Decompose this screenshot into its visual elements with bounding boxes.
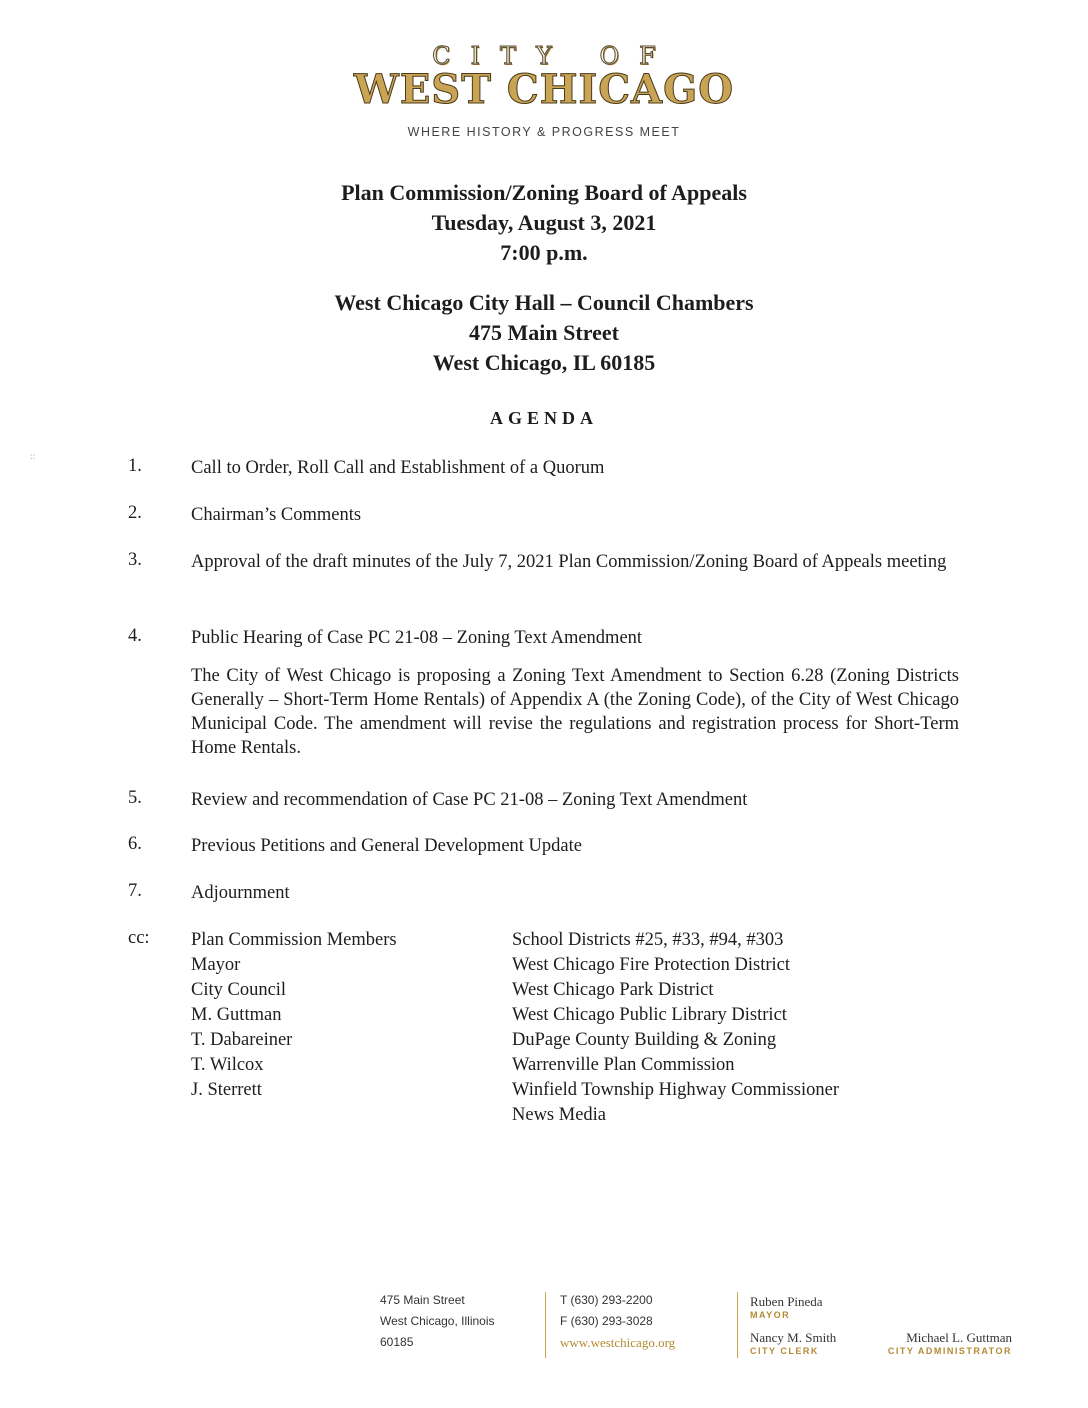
cc-recipient: West Chicago Fire Protection District <box>512 955 791 975</box>
agenda-item-number: 2. <box>128 503 142 523</box>
footer-fax: F (630) 293-3028 <box>560 1314 653 1328</box>
cc-recipient: West Chicago Public Library District <box>512 1005 787 1025</box>
footer-website[interactable]: www.westchicago.org <box>560 1335 676 1350</box>
agenda-item-text: Approval of the draft minutes of the July 7, 2021 Plan Commission/Zoning Board of Appeals meeting <box>191 552 947 572</box>
cc-list-left <box>191 928 397 1103</box>
cc-label: cc: <box>128 928 150 948</box>
logo-tagline: WHERE HISTORY & PROGRESS MEET <box>407 125 681 139</box>
footer-address-city: West Chicago, Illinois <box>380 1314 495 1328</box>
footer-mayor <box>750 1294 823 1320</box>
agenda-item-text: Review and recommendation of Case PC 21-08 – Zoning Text Amendment <box>191 790 748 810</box>
clerk-name: Nancy M. Smith <box>750 1330 837 1345</box>
cc-recipient: Plan Commission Members <box>191 930 397 950</box>
agenda-item-number: 6. <box>128 834 142 854</box>
location-city: West Chicago, IL 60185 <box>432 350 656 375</box>
agenda-item-number: 1. <box>128 456 142 476</box>
meeting-date: Tuesday, August 3, 2021 <box>431 210 657 235</box>
footer-administrator <box>870 1330 1012 1356</box>
meeting-body: Plan Commission/Zoning Board of Appeals <box>341 180 747 205</box>
agenda-item-number: 3. <box>128 550 142 570</box>
cc-recipient: Mayor <box>191 955 241 975</box>
agenda-item-text: Call to Order, Roll Call and Establishment of a Quorum <box>191 458 605 478</box>
footer-phone: T (630) 293-2200 <box>560 1293 653 1307</box>
meeting-time: 7:00 p.m. <box>500 240 588 265</box>
margin-marker-icon: :: <box>30 451 36 461</box>
agenda-item-text: Adjournment <box>191 883 290 903</box>
mayor-title: MAYOR <box>750 1310 791 1320</box>
cc-recipient: J. Sterrett <box>191 1080 262 1100</box>
location-street: 475 Main Street <box>469 320 619 345</box>
mayor-name: Ruben Pineda <box>750 1294 823 1309</box>
cc-recipient: M. Guttman <box>191 1005 282 1025</box>
city-logo <box>0 42 1088 139</box>
cc-recipient: School Districts #25, #33, #94, #303 <box>512 930 784 950</box>
agenda-item-text: Public Hearing of Case PC 21-08 – Zoning Text Amendment <box>191 628 643 648</box>
administrator-title: CITY ADMINISTRATOR <box>887 1346 1012 1356</box>
footer-clerk <box>750 1330 836 1356</box>
cc-list-right <box>512 928 839 1128</box>
agenda-item-number: 4. <box>128 626 142 646</box>
administrator-name: Michael L. Guttman <box>906 1330 1012 1345</box>
logo-line-west-chicago: WEST CHICAGO <box>353 66 735 113</box>
cc-recipient: T. Wilcox <box>191 1055 264 1075</box>
footer-address <box>380 1290 495 1353</box>
clerk-title: CITY CLERK <box>750 1346 819 1356</box>
location-venue: West Chicago City Hall – Council Chambers <box>334 290 754 315</box>
meeting-location <box>0 288 1088 378</box>
footer-divider <box>737 1292 738 1358</box>
agenda-item-number: 7. <box>128 881 142 901</box>
agenda-title: AGENDA <box>489 408 598 428</box>
cc-recipient: City Council <box>191 980 287 1000</box>
cc-recipient: DuPage County Building & Zoning <box>512 1030 777 1050</box>
footer-address-street: 475 Main Street <box>380 1293 465 1307</box>
logo-line-city-of: CITY OF <box>432 42 676 70</box>
footer-address-zip: 60185 <box>380 1335 414 1349</box>
meeting-header <box>0 178 1088 268</box>
cc-recipient: Winfield Township Highway Commissioner <box>512 1080 840 1100</box>
cc-recipient: West Chicago Park District <box>512 980 714 1000</box>
agenda-item-detail: The City of West Chicago is proposing a Zoning Text Amendment to Section 6.28 (Zoning Districts Generally – Short-Term Home Rentals) of Appendix A (the Zoning Code), of the City of West Chicago Municipal Code. The amendment will revise the regulations and registration process for Short-Term Home Rentals. <box>191 666 959 758</box>
cc-recipient: Warrenville Plan Commission <box>512 1055 735 1075</box>
agenda-item-text: Previous Petitions and General Development Update <box>191 836 582 856</box>
agenda-item-text: Chairman’s Comments <box>191 505 362 525</box>
footer-contact <box>560 1290 675 1353</box>
footer-divider <box>545 1292 546 1358</box>
cc-recipient: News Media <box>512 1105 607 1125</box>
cc-recipient: T. Dabareiner <box>191 1030 293 1050</box>
agenda-item-number: 5. <box>128 788 142 808</box>
